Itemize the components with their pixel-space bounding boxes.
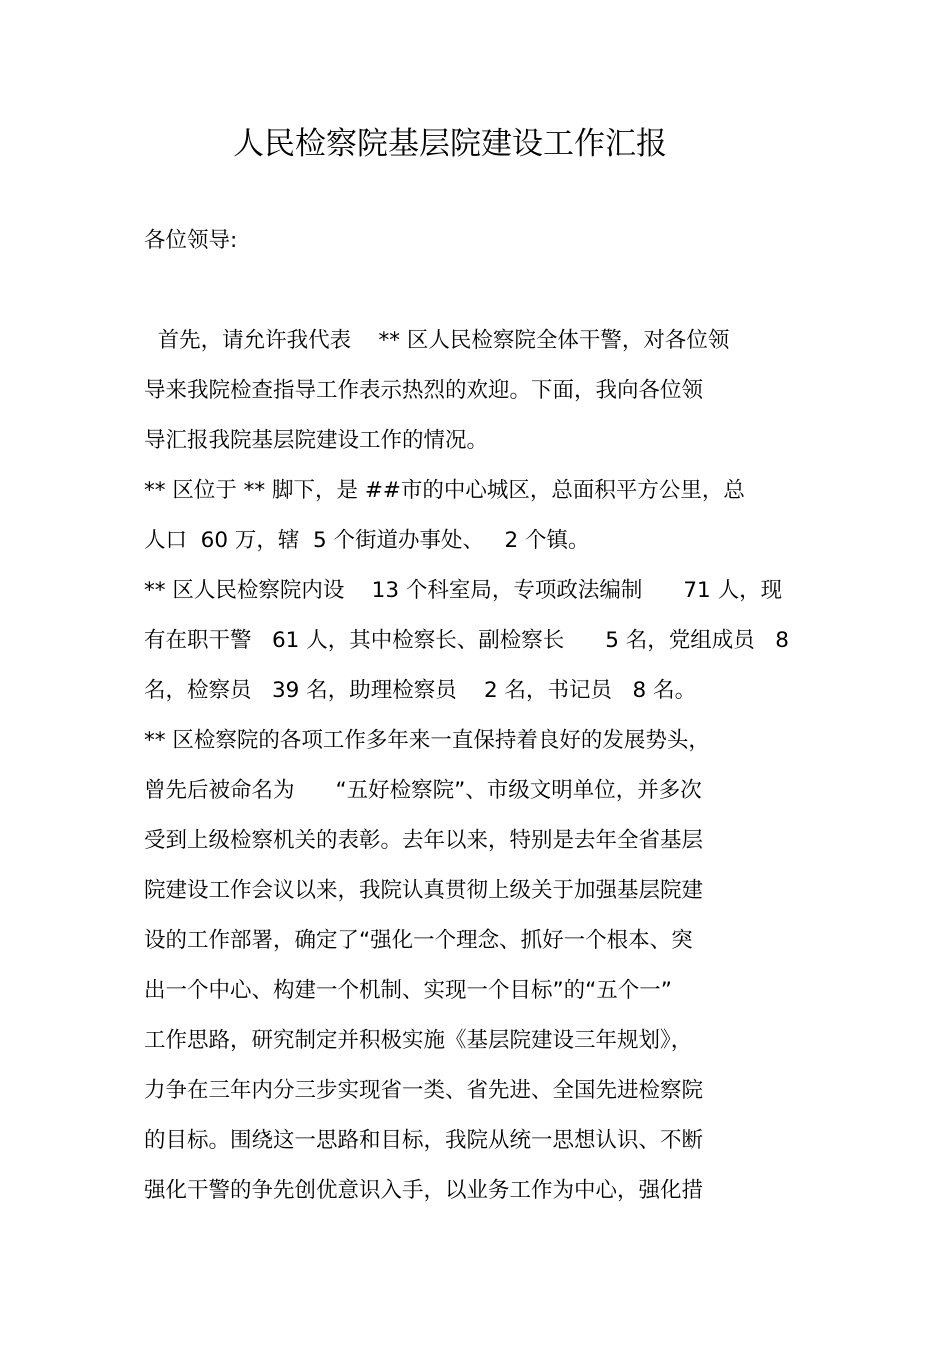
document-title: 人民检察院基层院建设工作汇报 xyxy=(233,126,667,162)
body-line: ** 区检察院的各项工作多年来一直保持着良好的发展势头， xyxy=(144,728,710,753)
body-line: 导来我院检查指导工作表示热烈的欢迎。下面，我向各位领 xyxy=(144,378,704,403)
body-line: 有在职干警 61 人，其中检察长、副检察长 5 名，党组成员 8 xyxy=(144,628,789,653)
body-line: 名，检察员 39 名，助理检察员 2 名，书记员 8 名。 xyxy=(144,678,697,703)
body-line: 导汇报我院基层院建设工作的情况。 xyxy=(144,428,489,453)
body-line: 工作思路，研究制定并积极实施《基层院建设三年规划》， xyxy=(144,1028,693,1053)
body-line: 首先，请允许我代表 ** 区人民检察院全体干警，对各位领 xyxy=(144,328,730,353)
body-line: ** 区位于 ** 脚下，是 ##市的中心城区，总面积平方公里，总 xyxy=(144,478,745,503)
body-line: 曾先后被命名为 “五好检察院”、市级文明单位，并多次 xyxy=(144,778,702,803)
body-line: 出一个中心、构建一个机制、实现一个目标”的“五个一” xyxy=(144,978,672,1003)
body-line: ** 区人民检察院内设 13 个科室局，专项政法编制 71 人，现 xyxy=(144,578,783,603)
body-line: 设的工作部署，确定了“强化一个理念、抓好一个根本、突 xyxy=(144,928,693,953)
salutation: 各位领导: xyxy=(144,228,238,253)
body-line: 院建设工作会议以来，我院认真贯彻上级关于加强基层院建 xyxy=(144,878,704,903)
body-line: 强化干警的争先创优意识入手，以业务工作为中心，强化措 xyxy=(144,1178,704,1203)
body-line: 力争在三年内分三步实现省一类、省先进、全国先进检察院 xyxy=(144,1078,704,1103)
body-line: 的目标。围绕这一思路和目标，我院从统一思想认识、不断 xyxy=(144,1128,704,1153)
body-line: 受到上级检察机关的表彰。去年以来，特别是去年全省基层 xyxy=(144,828,704,853)
body-line: 人口 60 万，辖 5 个街道办事处、 2 个镇。 xyxy=(144,528,590,553)
